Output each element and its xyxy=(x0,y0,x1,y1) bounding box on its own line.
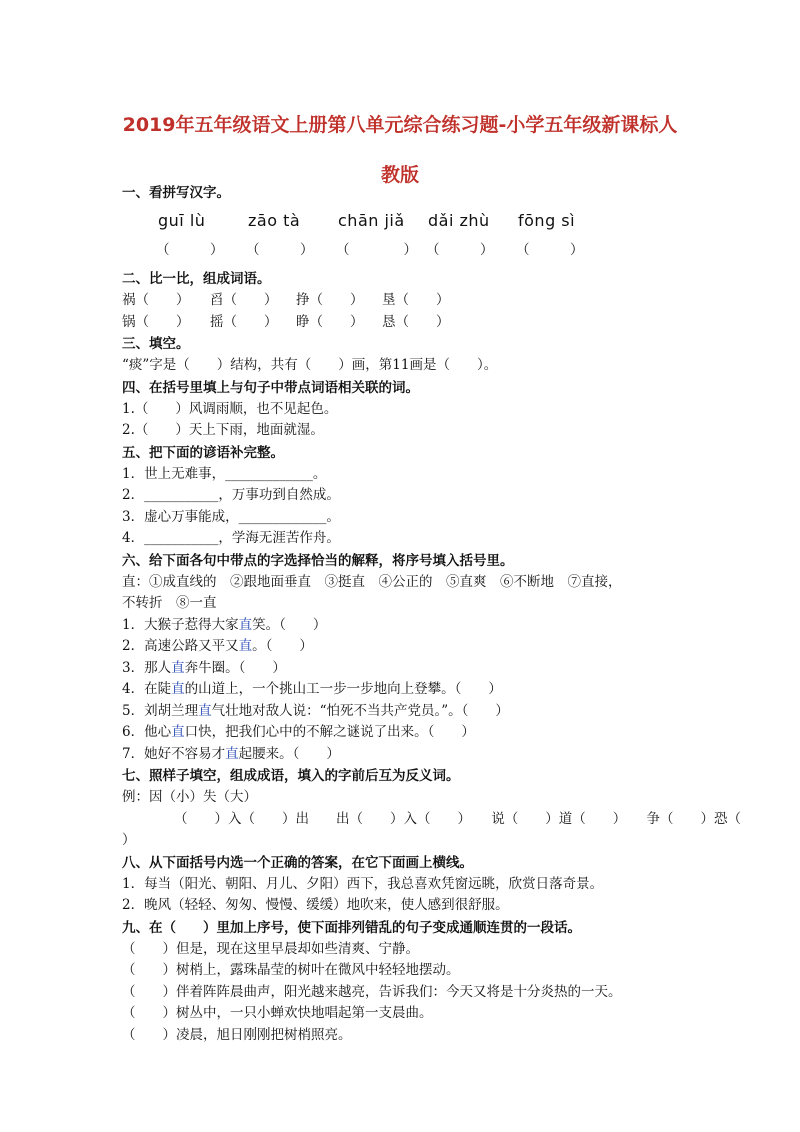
list-item: 3．虚心万事能成，_____________。 xyxy=(122,508,340,525)
example-line: 例：因（小）失（大） xyxy=(122,789,257,805)
section-4-heading: 四、在括号里填上与句子中带点词语相关联的词。 xyxy=(122,379,419,396)
compare-item: 挣（ ） xyxy=(296,292,364,308)
list-item: （ ）但是，现在这里早晨却如些清爽、宁静。 xyxy=(122,940,419,957)
compare-item: 恳（ ） xyxy=(382,313,450,330)
pinyin-item: fōng sì xyxy=(518,211,576,230)
list-item: 1．每当（阳光、朝阳、月儿、夕阳）西下，我总喜欢凭窗远眺，欣赏日落奇景。 xyxy=(122,875,604,892)
answer-paren: （ ） xyxy=(156,242,224,258)
compare-item: 垦（ ） xyxy=(382,292,450,308)
title-line-2: 教版 xyxy=(380,164,419,186)
definition-line: 直：①成直线的 ②跟地面垂直 ③挺直 ④公正的 ⑤直爽 ⑥不断地 ⑦直接， xyxy=(122,573,622,590)
list-item: 2．___________，万事功到自然成。 xyxy=(122,487,340,503)
list-item: （ ）凌晨，旭日刚刚把树梢照亮。 xyxy=(122,1026,352,1043)
section-2-heading: 二、比一比，组成词语。 xyxy=(122,271,271,287)
list-item: 2．高速公路又平又直。（ ） xyxy=(122,638,313,654)
pinyin-item: zāo tà xyxy=(248,211,301,230)
idiom-blanks-wrap: ） xyxy=(122,832,136,848)
compare-item: 锅（ ） xyxy=(122,313,190,330)
key-char: 直 xyxy=(238,638,253,654)
list-item: 3．那人直奔牛圈。（ ） xyxy=(122,659,286,676)
list-item: 1．世上无难事，_____________。 xyxy=(122,465,327,482)
answer-paren: （ ） xyxy=(426,242,494,258)
section-5-heading: 五、把下面的谚语补完整。 xyxy=(122,444,284,461)
key-char: 直 xyxy=(171,681,185,697)
pinyin-item: chān jiǎ xyxy=(338,211,405,230)
answer-paren: （ ） xyxy=(246,242,314,258)
compare-grid xyxy=(122,290,682,333)
key-char: 直 xyxy=(171,659,185,676)
list-item: 4．在陡直的山道上，一个挑山工一步一步地向上登攀。（ ） xyxy=(122,681,502,697)
answer-paren: （ ） xyxy=(516,242,584,258)
document-body xyxy=(122,182,741,1046)
list-item: 4．___________，学海无涯苦作舟。 xyxy=(122,530,340,546)
section-8-heading: 八、从下面括号内选一个正确的答案，在它下面画上横线。 xyxy=(122,854,473,871)
section-3-line: “痰”字是（ ）结构，共有（ ）画，第11画是（ ）。 xyxy=(122,357,498,373)
section-7-heading: 七、照样子填空，组成成语，填入的字前后互为反义词。 xyxy=(122,768,460,784)
key-char: 直 xyxy=(225,745,239,762)
key-char: 直 xyxy=(171,724,185,740)
list-item: 5．刘胡兰理直气壮地对敌人说：“怕死不当共产党员。”。（ ） xyxy=(122,702,509,719)
list-item: 6．他心直口快，把我们心中的不解之谜说了出来。（ ） xyxy=(122,724,475,740)
answer-parens-row xyxy=(122,238,682,262)
list-item: （ ）伴着阵阵晨曲声，阳光越来越亮，告诉我们：今天又将是十分炎热的一天。 xyxy=(122,983,622,1000)
pinyin-row xyxy=(122,204,682,238)
list-item: 1.（ ）风调雨顺，也不见起色。 xyxy=(122,400,338,417)
title-line-1: 2019年五年级语文上册第八单元综合练习题-小学五年级新课标人 xyxy=(122,114,678,136)
list-item: 1．大猴子惹得大家直笑。（ ） xyxy=(122,616,327,633)
section-6-heading: 六、给下面各句中带点的字选择恰当的解释，将序号填入括号里。 xyxy=(122,552,514,569)
section-3-heading: 三、填空。 xyxy=(122,336,190,352)
section-1-heading: 一、看拼写汉字。 xyxy=(122,185,230,201)
list-item: 2．晚风（轻轻、匆匆、慢慢、缓缓）地吹来，使人感到很舒服。 xyxy=(122,897,509,913)
pinyin-item: dǎi zhù xyxy=(428,211,490,230)
pinyin-item: guī lù xyxy=(158,211,206,230)
idiom-blanks-line: （ ）入（ ）出 出（ ）入（ ） 说（ ）道（ ） 争（ ）恐（ xyxy=(174,810,741,827)
compare-item: 睁（ ） xyxy=(296,313,364,330)
list-item: （ ）树梢上，露珠晶莹的树叶在微风中轻轻地摆动。 xyxy=(122,962,460,978)
definition-line-wrap: 不转折 ⑧一直 xyxy=(122,595,217,611)
list-item: 7．她好不容易才直起腰来。（ ） xyxy=(122,745,340,762)
key-char: 直 xyxy=(198,702,212,719)
key-char: 直 xyxy=(238,616,253,633)
compare-item: 舀（ ） xyxy=(210,292,278,308)
section-9-heading: 九、在（ ）里加上序号，使下面排列错乱的句子变成通顺连贯的一段话。 xyxy=(122,919,581,936)
list-item: 2.（ ）天上下雨，地面就湿。 xyxy=(122,422,324,438)
answer-paren: （ ） xyxy=(336,242,417,258)
list-item: （ ）树丛中，一只小蝉欢快地唱起第一支晨曲。 xyxy=(122,1005,433,1021)
compare-item: 摇（ ） xyxy=(210,313,278,330)
compare-item: 祸（ ） xyxy=(122,292,190,308)
